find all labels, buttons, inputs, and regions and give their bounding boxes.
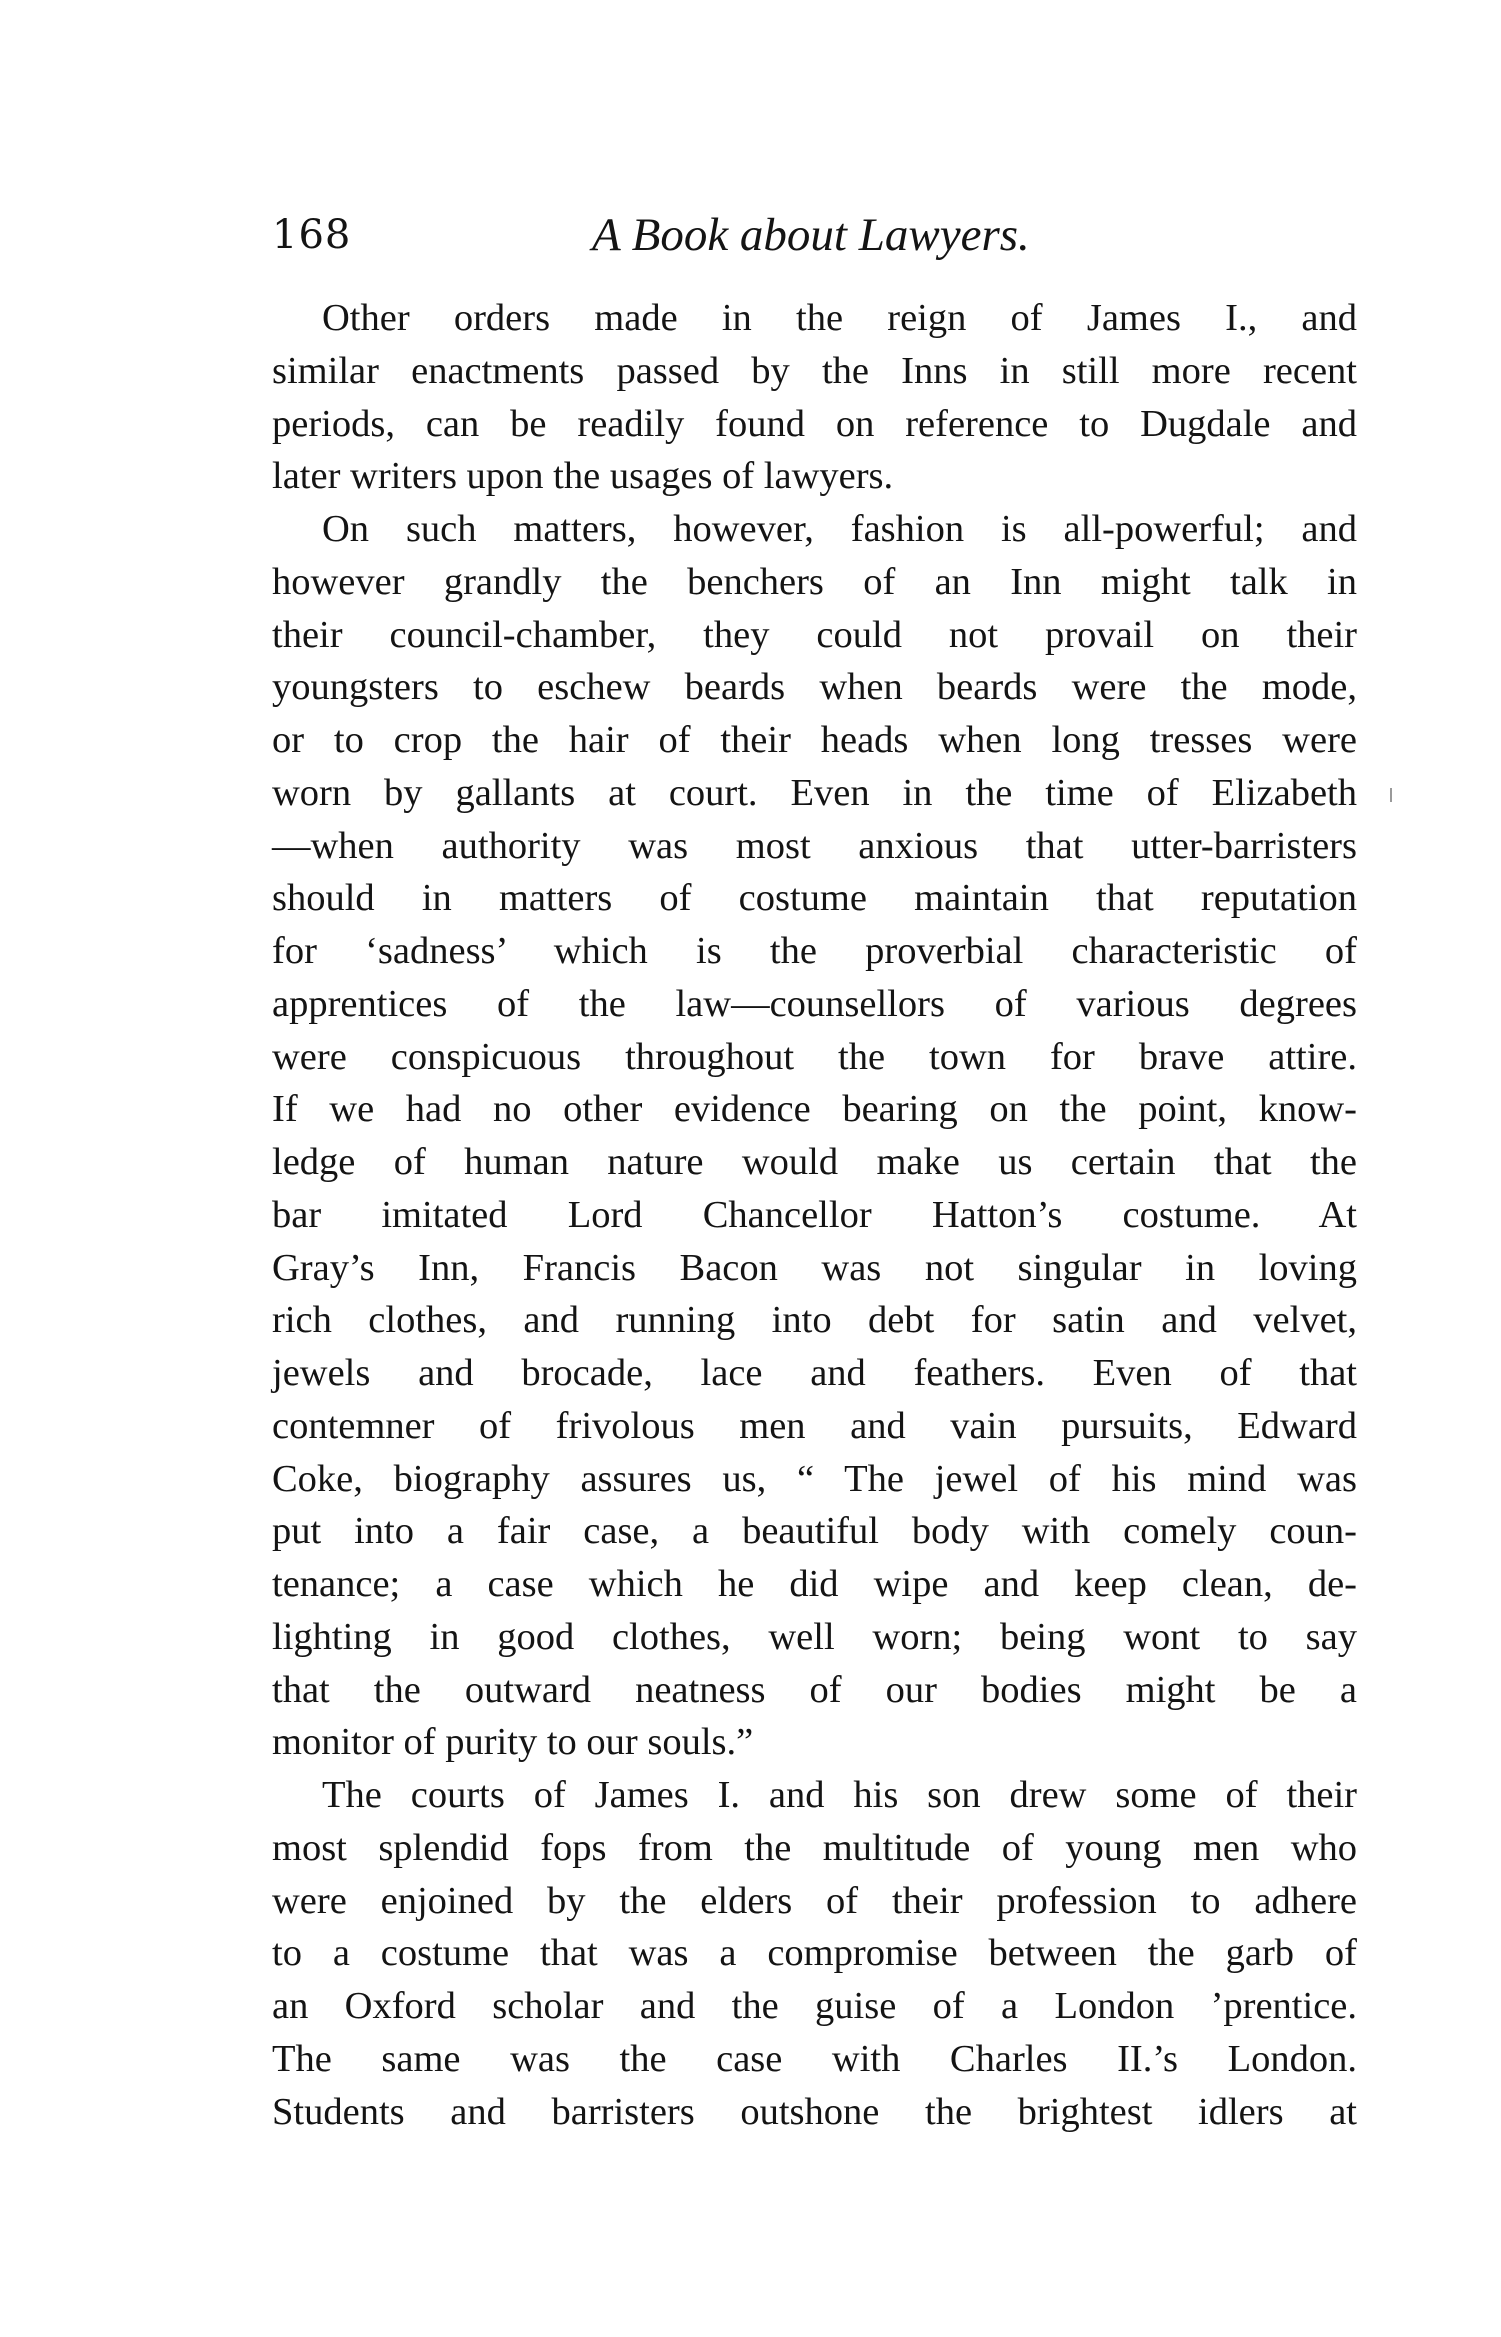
text-line: On such matters, however, fashion is all-powerful; and [322, 508, 1357, 550]
text-line: monitor of purity to our souls.” [272, 1721, 754, 1764]
text-line: put into a fair case, a beautiful body with comely coun- [272, 1510, 1357, 1553]
text-line: Students and barristers outshone the brightest idlers at [272, 2090, 1357, 2133]
text-line: however grandly the benchers of an Inn might talk in [272, 560, 1357, 603]
paragraph-3 [272, 1769, 1357, 2138]
text-line: rich clothes, and running into debt for satin and velvet, [272, 1299, 1357, 1342]
text-line: for ‘sadness’ which is the proverbial characteristic of [272, 930, 1357, 972]
text-line: youngsters to eschew beards when beards were the mode, [272, 666, 1357, 709]
body-text [272, 292, 1357, 2138]
text-line: ledge of human nature would make us certain that the [272, 1141, 1357, 1183]
text-line: were enjoined by the elders of their profession to adhere [272, 1879, 1357, 1922]
text-line: apprentices of the law—counsellors of various degrees [272, 982, 1357, 1025]
text-line: bar imitated Lord Chancellor Hatton’s costume. At [272, 1193, 1357, 1236]
running-title: A Book about Lawyers. [592, 209, 1030, 261]
text-line: contemner of frivolous men and vain pursuits, Edward [272, 1404, 1357, 1447]
text-line: should in matters of costume maintain that reputation [272, 877, 1357, 920]
text-line: periods, can be readily found on reference to Dugdale and [272, 402, 1357, 445]
text-line: to a costume that was a compromise between the garb of [272, 1932, 1357, 1975]
text-line: Coke, biography assures us, “ The jewel of his mind was [272, 1457, 1357, 1500]
text-line: or to crop the hair of their heads when long tresses were [272, 719, 1357, 761]
text-line: an Oxford scholar and the guise of a London ’prentice. [272, 1985, 1357, 2027]
text-line: The same was the case with Charles II.’s London. [272, 2037, 1357, 2080]
text-line: lighting in good clothes, well worn; being wont to say [272, 1615, 1357, 1658]
margin-mark [1390, 788, 1392, 802]
text-line: —when authority was most anxious that utter-barristers [272, 824, 1357, 867]
text-line: If we had no other evidence bearing on the point, know- [272, 1088, 1357, 1131]
text-line: Other orders made in the reign of James I., and [322, 297, 1357, 339]
text-line: their council-chamber, they could not provail on their [272, 613, 1357, 656]
text-line: similar enactments passed by the Inns in still more recent [272, 349, 1357, 392]
text-line: that the outward neatness of our bodies might be a [272, 1668, 1357, 1711]
text-line: most splendid fops from the multitude of young men who [272, 1826, 1357, 1869]
text-line: jewels and brocade, lace and feathers. Even of that [272, 1352, 1357, 1394]
text-line: later writers upon the usages of lawyers. [272, 455, 894, 498]
text-line: tenance; a case which he did wipe and keep clean, de- [272, 1563, 1357, 1605]
text-line: worn by gallants at court. Even in the time of Elizabeth [272, 771, 1357, 814]
page-number: 168 [272, 212, 352, 258]
paragraph-1 [272, 292, 1357, 503]
text-line: were conspicuous throughout the town for brave attire. [272, 1035, 1357, 1078]
text-line: Gray’s Inn, Francis Bacon was not singular in loving [272, 1246, 1357, 1289]
text-line: The courts of James I. and his son drew some of their [322, 1774, 1357, 1816]
paragraph-2 [272, 503, 1357, 1769]
running-header [272, 200, 1360, 270]
